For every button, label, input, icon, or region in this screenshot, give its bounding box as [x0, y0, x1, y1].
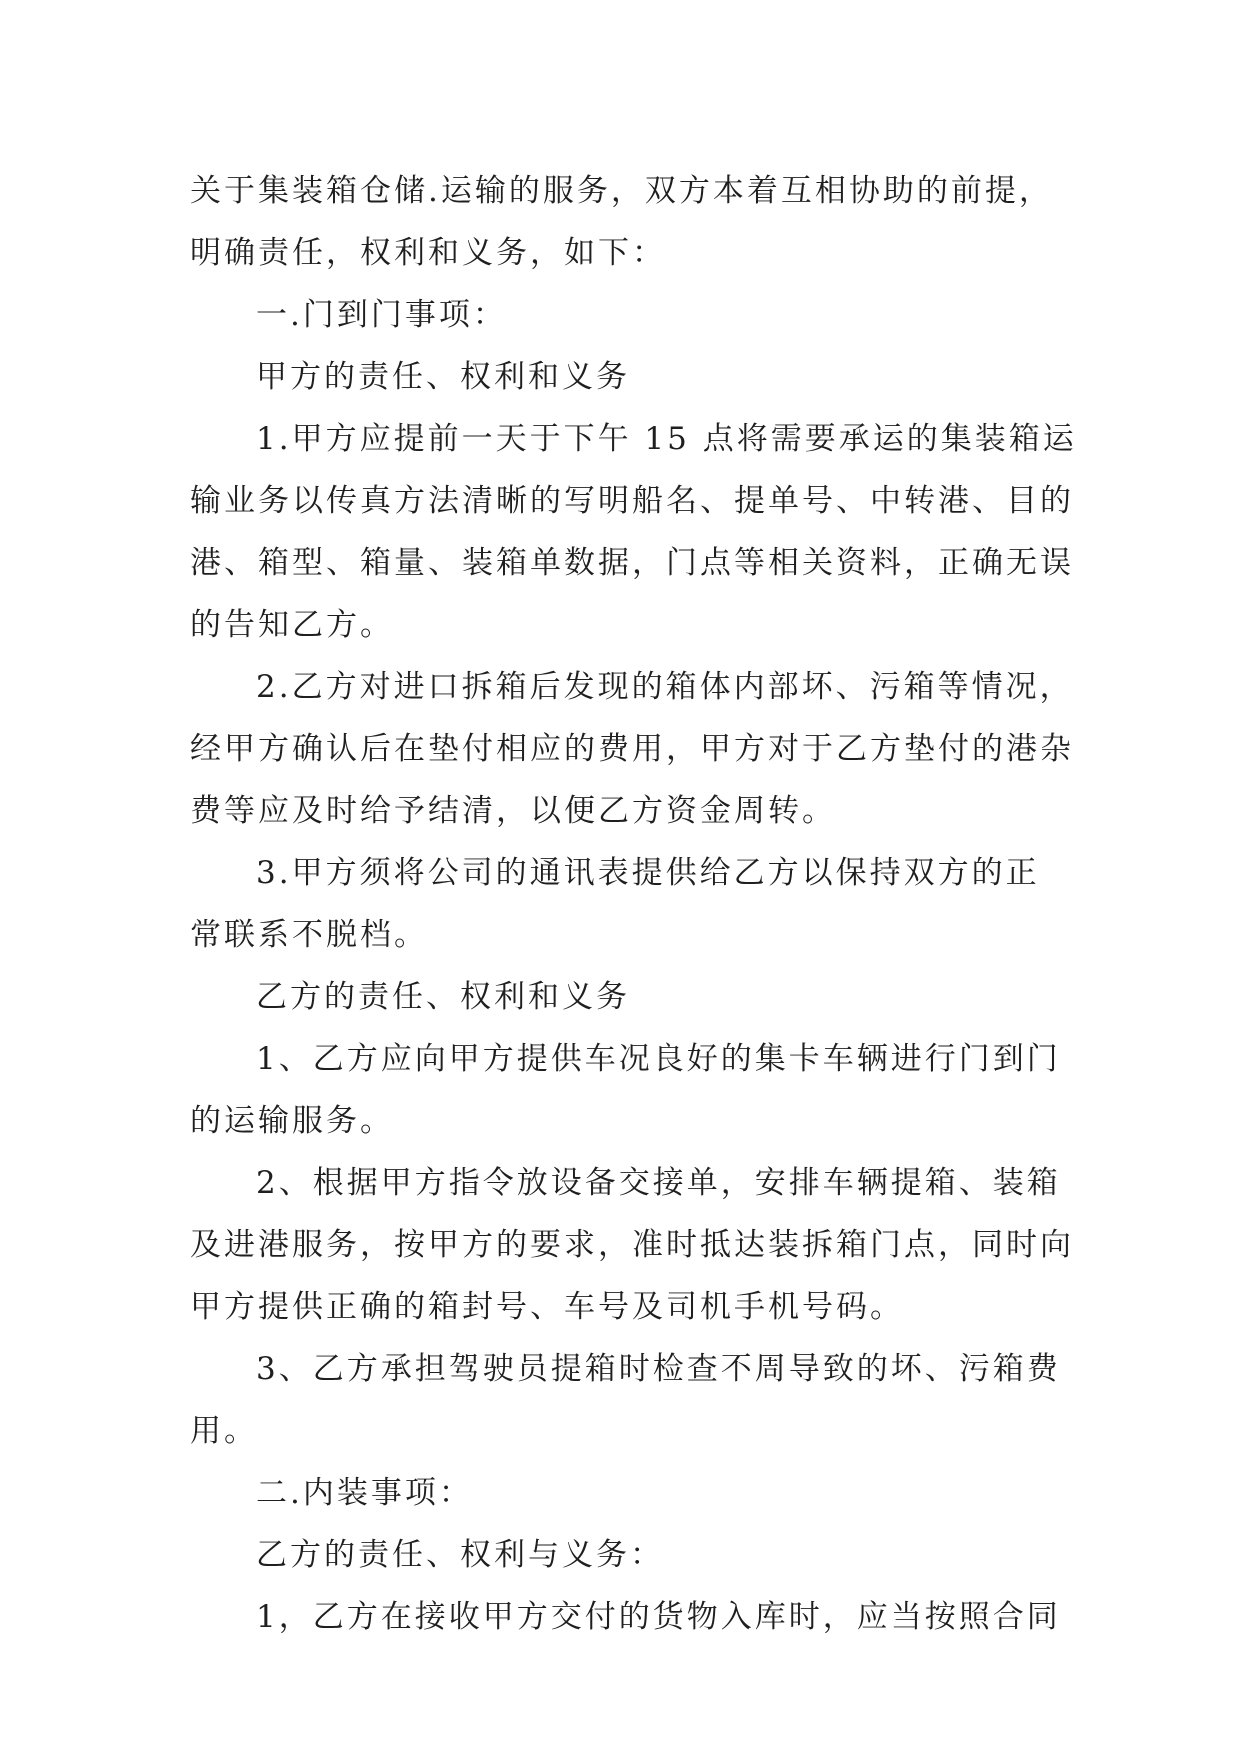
text-line: 甲方提供正确的箱封号、车号及司机手机号码。 [190, 1289, 904, 1325]
section-heading: 二.内装事项： [256, 1475, 473, 1511]
text-line: 关于集装箱仓储.运输的服务，双方本着互相协助的前提， [190, 173, 1053, 209]
text-line: 的告知乙方。 [190, 607, 394, 643]
text-line: 1.甲方应提前一天于下午 15 点将需要承运的集装箱运 [256, 421, 1077, 457]
text-line: 2.乙方对进口拆箱后发现的箱体内部坏、污箱等情况， [256, 669, 1074, 705]
text-line: 2、根据甲方指令放设备交接单，安排车辆提箱、装箱 [256, 1165, 1061, 1201]
text-line: 经甲方确认后在垫付相应的费用，甲方对于乙方垫付的港杂 [190, 731, 1074, 767]
text-line: 输业务以传真方法清晰的写明船名、提单号、中转港、目的 [190, 483, 1074, 519]
subsection-heading: 乙方的责任、权利和义务 [256, 979, 630, 1015]
text-line: 3、乙方承担驾驶员提箱时检查不周导致的坏、污箱费 [256, 1351, 1061, 1387]
text-line: 明确责任，权利和义务，如下： [190, 235, 666, 271]
text-line: 常联系不脱档。 [190, 917, 428, 953]
text-line: 1，乙方在接收甲方交付的货物入库时，应当按照合同 [256, 1599, 1061, 1635]
text-line: 费等应及时给予结清，以便乙方资金周转。 [190, 793, 836, 829]
text-line: 及进港服务，按甲方的要求，准时抵达装拆箱门点，同时向 [190, 1227, 1074, 1263]
text-line: 用。 [190, 1413, 258, 1449]
text-line: 港、箱型、箱量、装箱单数据，门点等相关资料，正确无误 [190, 545, 1074, 581]
text-line: 1、乙方应向甲方提供车况良好的集卡车辆进行门到门 [256, 1041, 1061, 1077]
subsection-heading: 乙方的责任、权利与义务： [256, 1537, 664, 1573]
subsection-heading: 甲方的责任、权利和义务 [256, 359, 630, 395]
section-heading: 一.门到门事项： [256, 297, 507, 333]
text-line: 3.甲方须将公司的通讯表提供给乙方以保持双方的正 [256, 855, 1040, 891]
text-line: 的运输服务。 [190, 1103, 394, 1139]
document-body [190, 160, 1077, 1648]
